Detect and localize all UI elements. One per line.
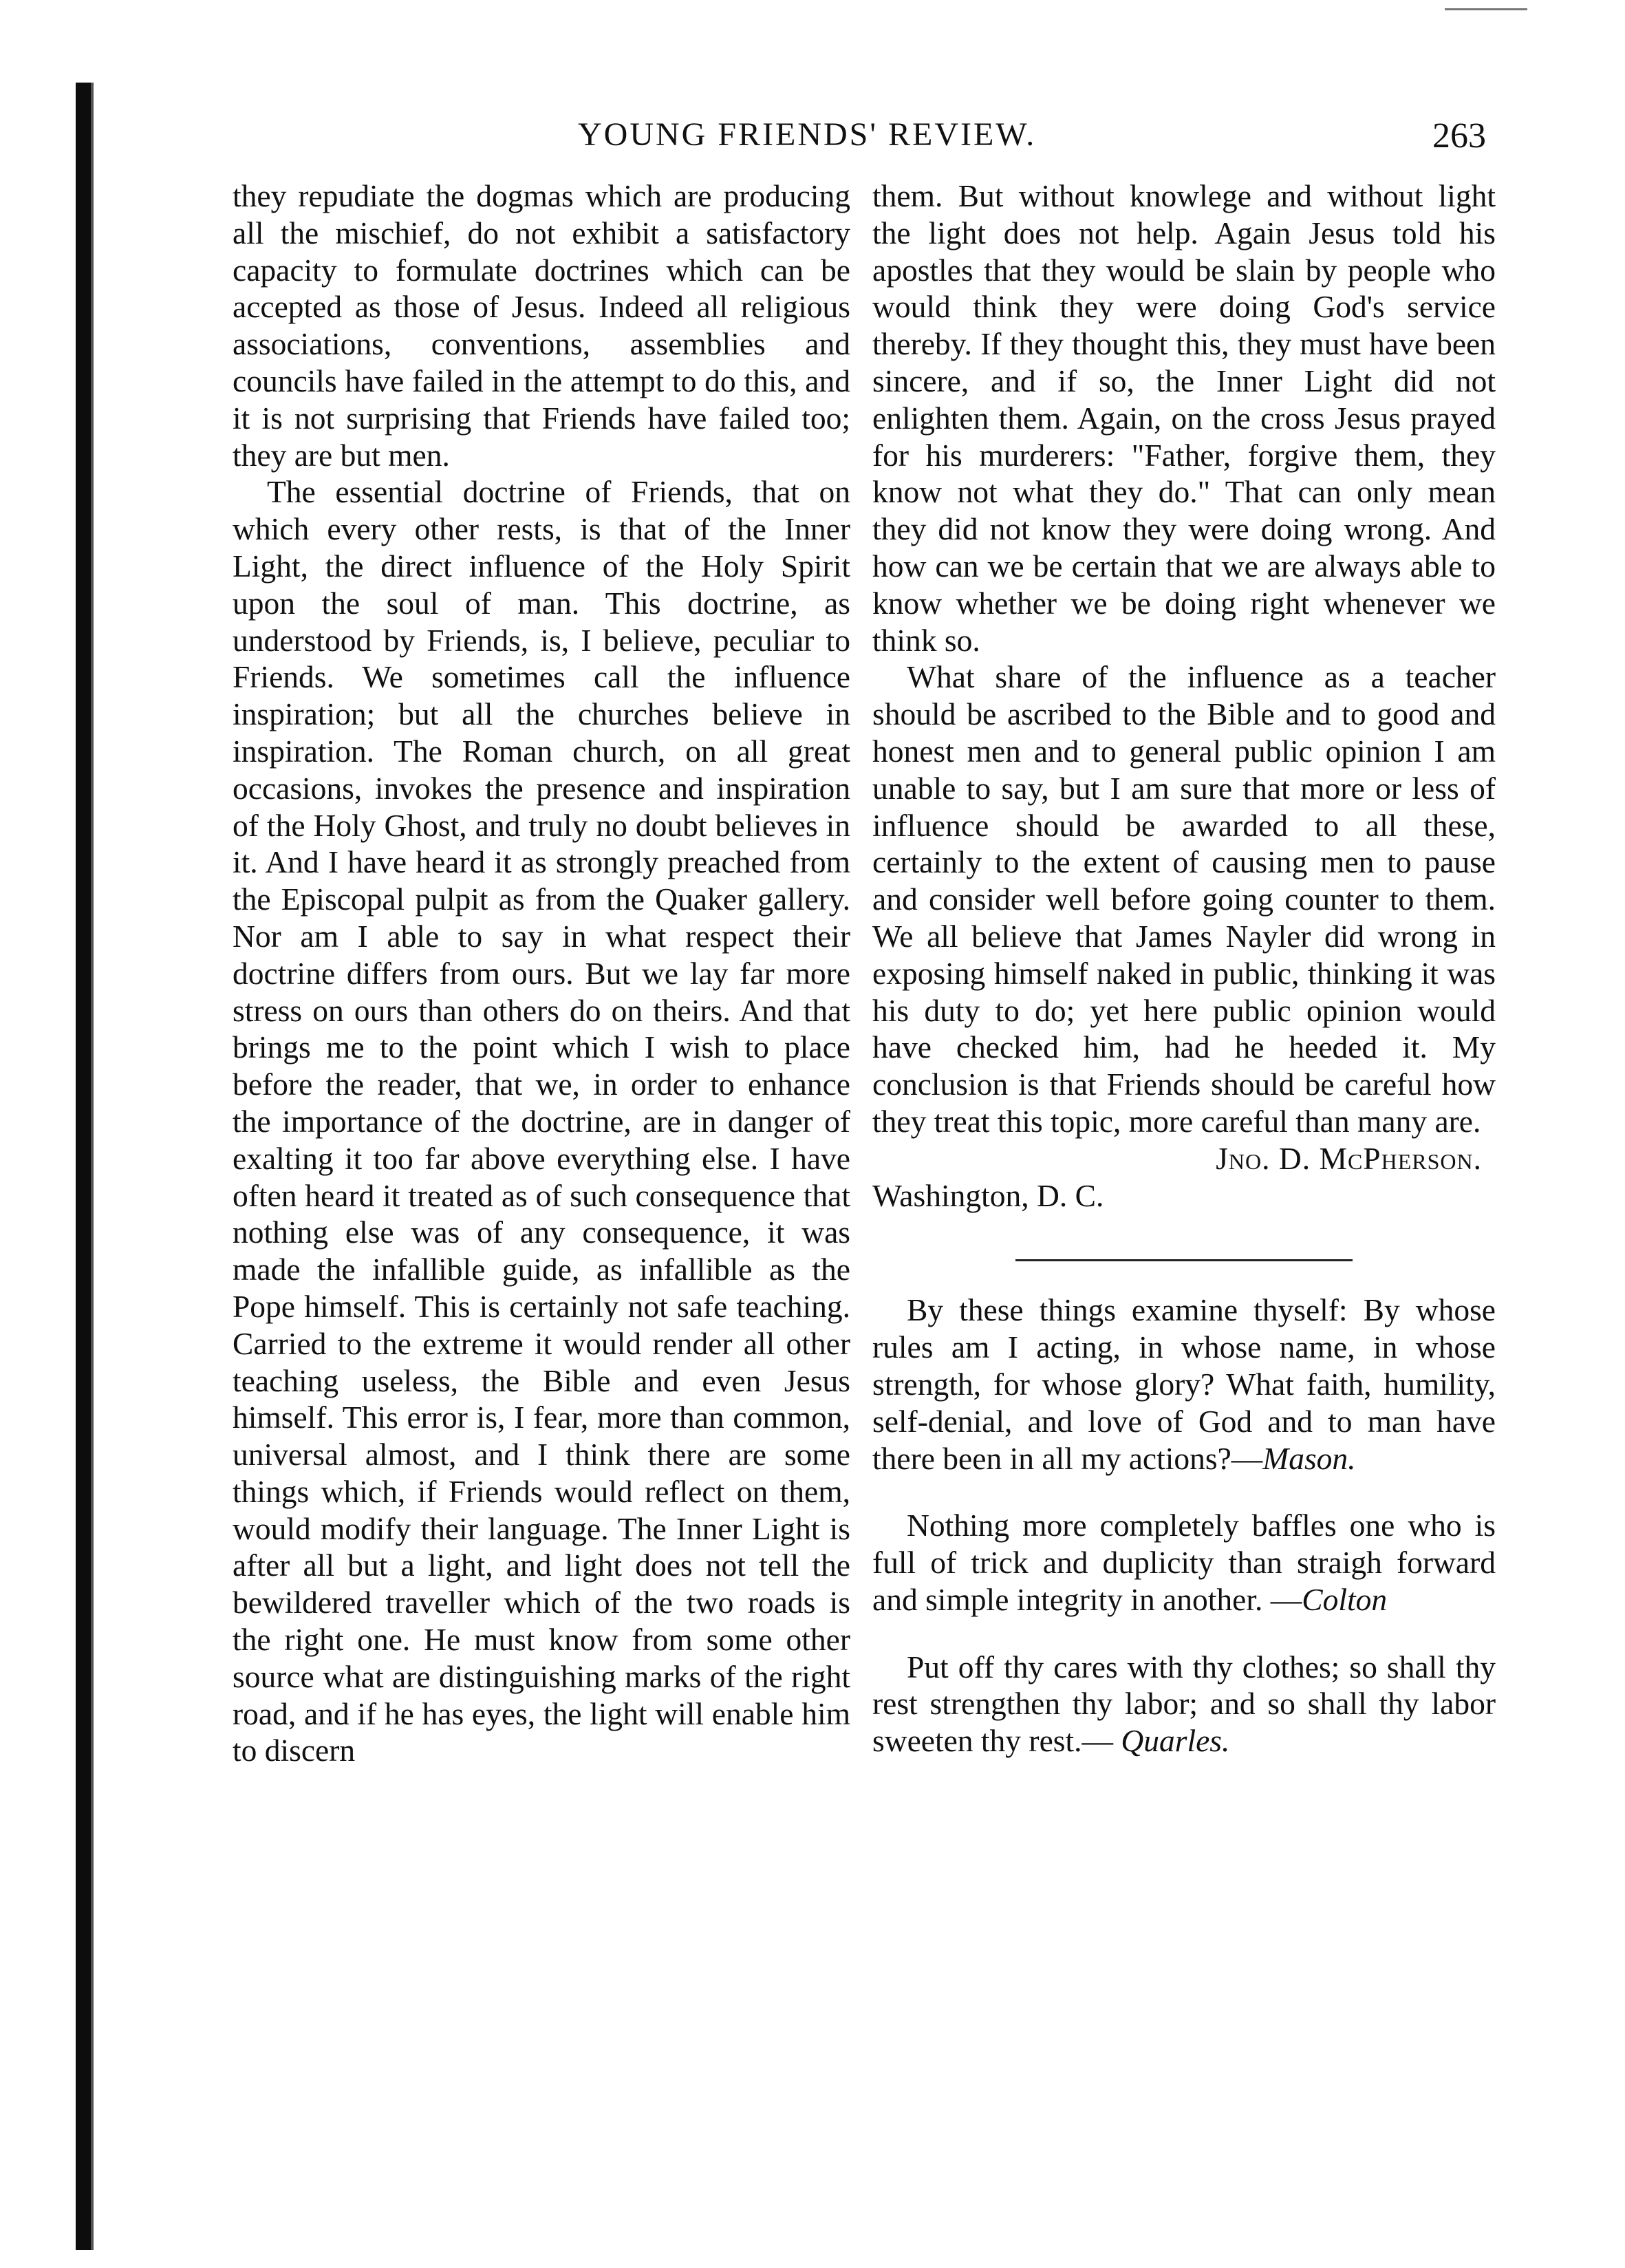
- quote-mason: [872, 1292, 1496, 1477]
- page-header: [234, 116, 1514, 164]
- running-title: YOUNG FRIENDS' REVIEW.: [578, 116, 1037, 153]
- paragraph-continuation: them. But without knowlege and without light the light does not help. Again Jesus told his apostles that they would be slain by people who would think they were doing God's service thereby. If they thought this, they must have been sincere, and if so, the Inner Light did not enlighten them. Again, on the cross Jesus prayed for his murderers: "Father, forgive them, they know not what they do." That can only mean they did not know they were doing wrong. And how can we be certain that we are always able to know whether we be doing right whenever we think so.: [872, 178, 1496, 658]
- paragraph-continued: they repudiate the dogmas which are producing all the mischief, do not exhibit a satisfactory capacity to formulate doctrines which can be accepted as those of Jesus. Indeed all religious associations, conventions, assemblies and councils have failed in the attempt to do this, and it is not surprising that Friends have failed too; they are but men.: [233, 178, 850, 473]
- quote-quarles: [872, 1649, 1496, 1759]
- spacer: [872, 1477, 1496, 1507]
- quote-dash: —: [1262, 1581, 1302, 1617]
- binding-shadow: [76, 83, 91, 2250]
- top-edge-rule: [1445, 8, 1527, 10]
- binding-shadow-edge: [91, 83, 94, 2250]
- right-column: [872, 178, 1496, 1759]
- quote-text: By these things examine thyself: By whose rules am I acting, in whose name, in whose strength, for whose glory? What faith, humility, self-denial, and love of God and to man have there been in all my actions?: [872, 1292, 1496, 1476]
- quote-author: Mason.: [1262, 1440, 1356, 1476]
- quote-dash: —: [1231, 1440, 1263, 1476]
- quote-colton: [872, 1507, 1496, 1618]
- paragraph-inner-light: The essential doctrine of Friends, that on which every other rests, is that of the Inner Light, the direct influence of the Holy Spirit upon the soul of man. This doctrine, as understood by Friends, is, I believe, peculiar to Friends. We sometimes call the influence inspiration; but all the churches believe in inspiration. The Roman church, on all great occasions, invokes the presence and inspiration of the Holy Ghost, and truly no doubt believes in it. And I have heard it as strongly preached from the Episcopal pulpit as from the Quaker gallery. Nor am I able to say in what respect their doctrine differs from ours. But we lay far more stress on ours than others do on theirs. And that brings me to the point which I wish to place before the reader, that we, in order to enhance the importance of the doctrine, are in danger of exalting it too far above everything else. I have often heard it treated as of such consequence that nothing else was of any consequence, it was made the infallible guide, as infallible as the Pope himself. This is certainly not safe teaching. Carried to the extreme it would render all other teaching useless, the Bible and even Jesus himself. This error is, I fear, more than common, universal almost, and I think there are some things which, if Friends would reflect on them, would modify their language. The Inner Light is after all but a light, and light does not tell the bewildered traveller which of the two roads is the right one. He must know from some other source what are distinguishing marks of the right road, and if he has eyes, the light will enable him to discern: [233, 474, 850, 1768]
- quote-text: Put off thy cares with thy clothes; so shall thy rest strengthen thy labor; and so shall thy labor sweeten thy rest.: [872, 1649, 1496, 1759]
- quote-dash: —: [1081, 1723, 1121, 1759]
- quote-text: Nothing more completely baffles one who is full of trick and duplicity than straigh forward and simple integrity in another.: [872, 1508, 1496, 1617]
- page-number: 263: [1432, 116, 1486, 156]
- author-place: Washington, D. C.: [872, 1177, 1104, 1213]
- paragraph-public-opinion: What share of the influence as a teacher should be ascribed to the Bible and to good and honest men and to general public opinion I am unable to say, but I am sure that more or less of influence should be awarded to all these, certainly to the extent of causing men to pause and consider well before going counter to them. We all believe that James Nayler did wrong in exposing himself naked in public, thinking it was his duty to do; yet here public opinion would have checked him, had he heeded it. My conclusion is that Friends should be careful how they treat this topic, more careful than many are.: [872, 659, 1496, 1139]
- section-divider: [1015, 1259, 1353, 1261]
- left-column: [233, 178, 850, 1769]
- author-signature: Jno. D. McPherson.: [1216, 1140, 1482, 1176]
- spacer: [872, 1618, 1496, 1649]
- quote-author: Colton: [1302, 1581, 1388, 1617]
- quote-author: Quarles.: [1121, 1723, 1230, 1759]
